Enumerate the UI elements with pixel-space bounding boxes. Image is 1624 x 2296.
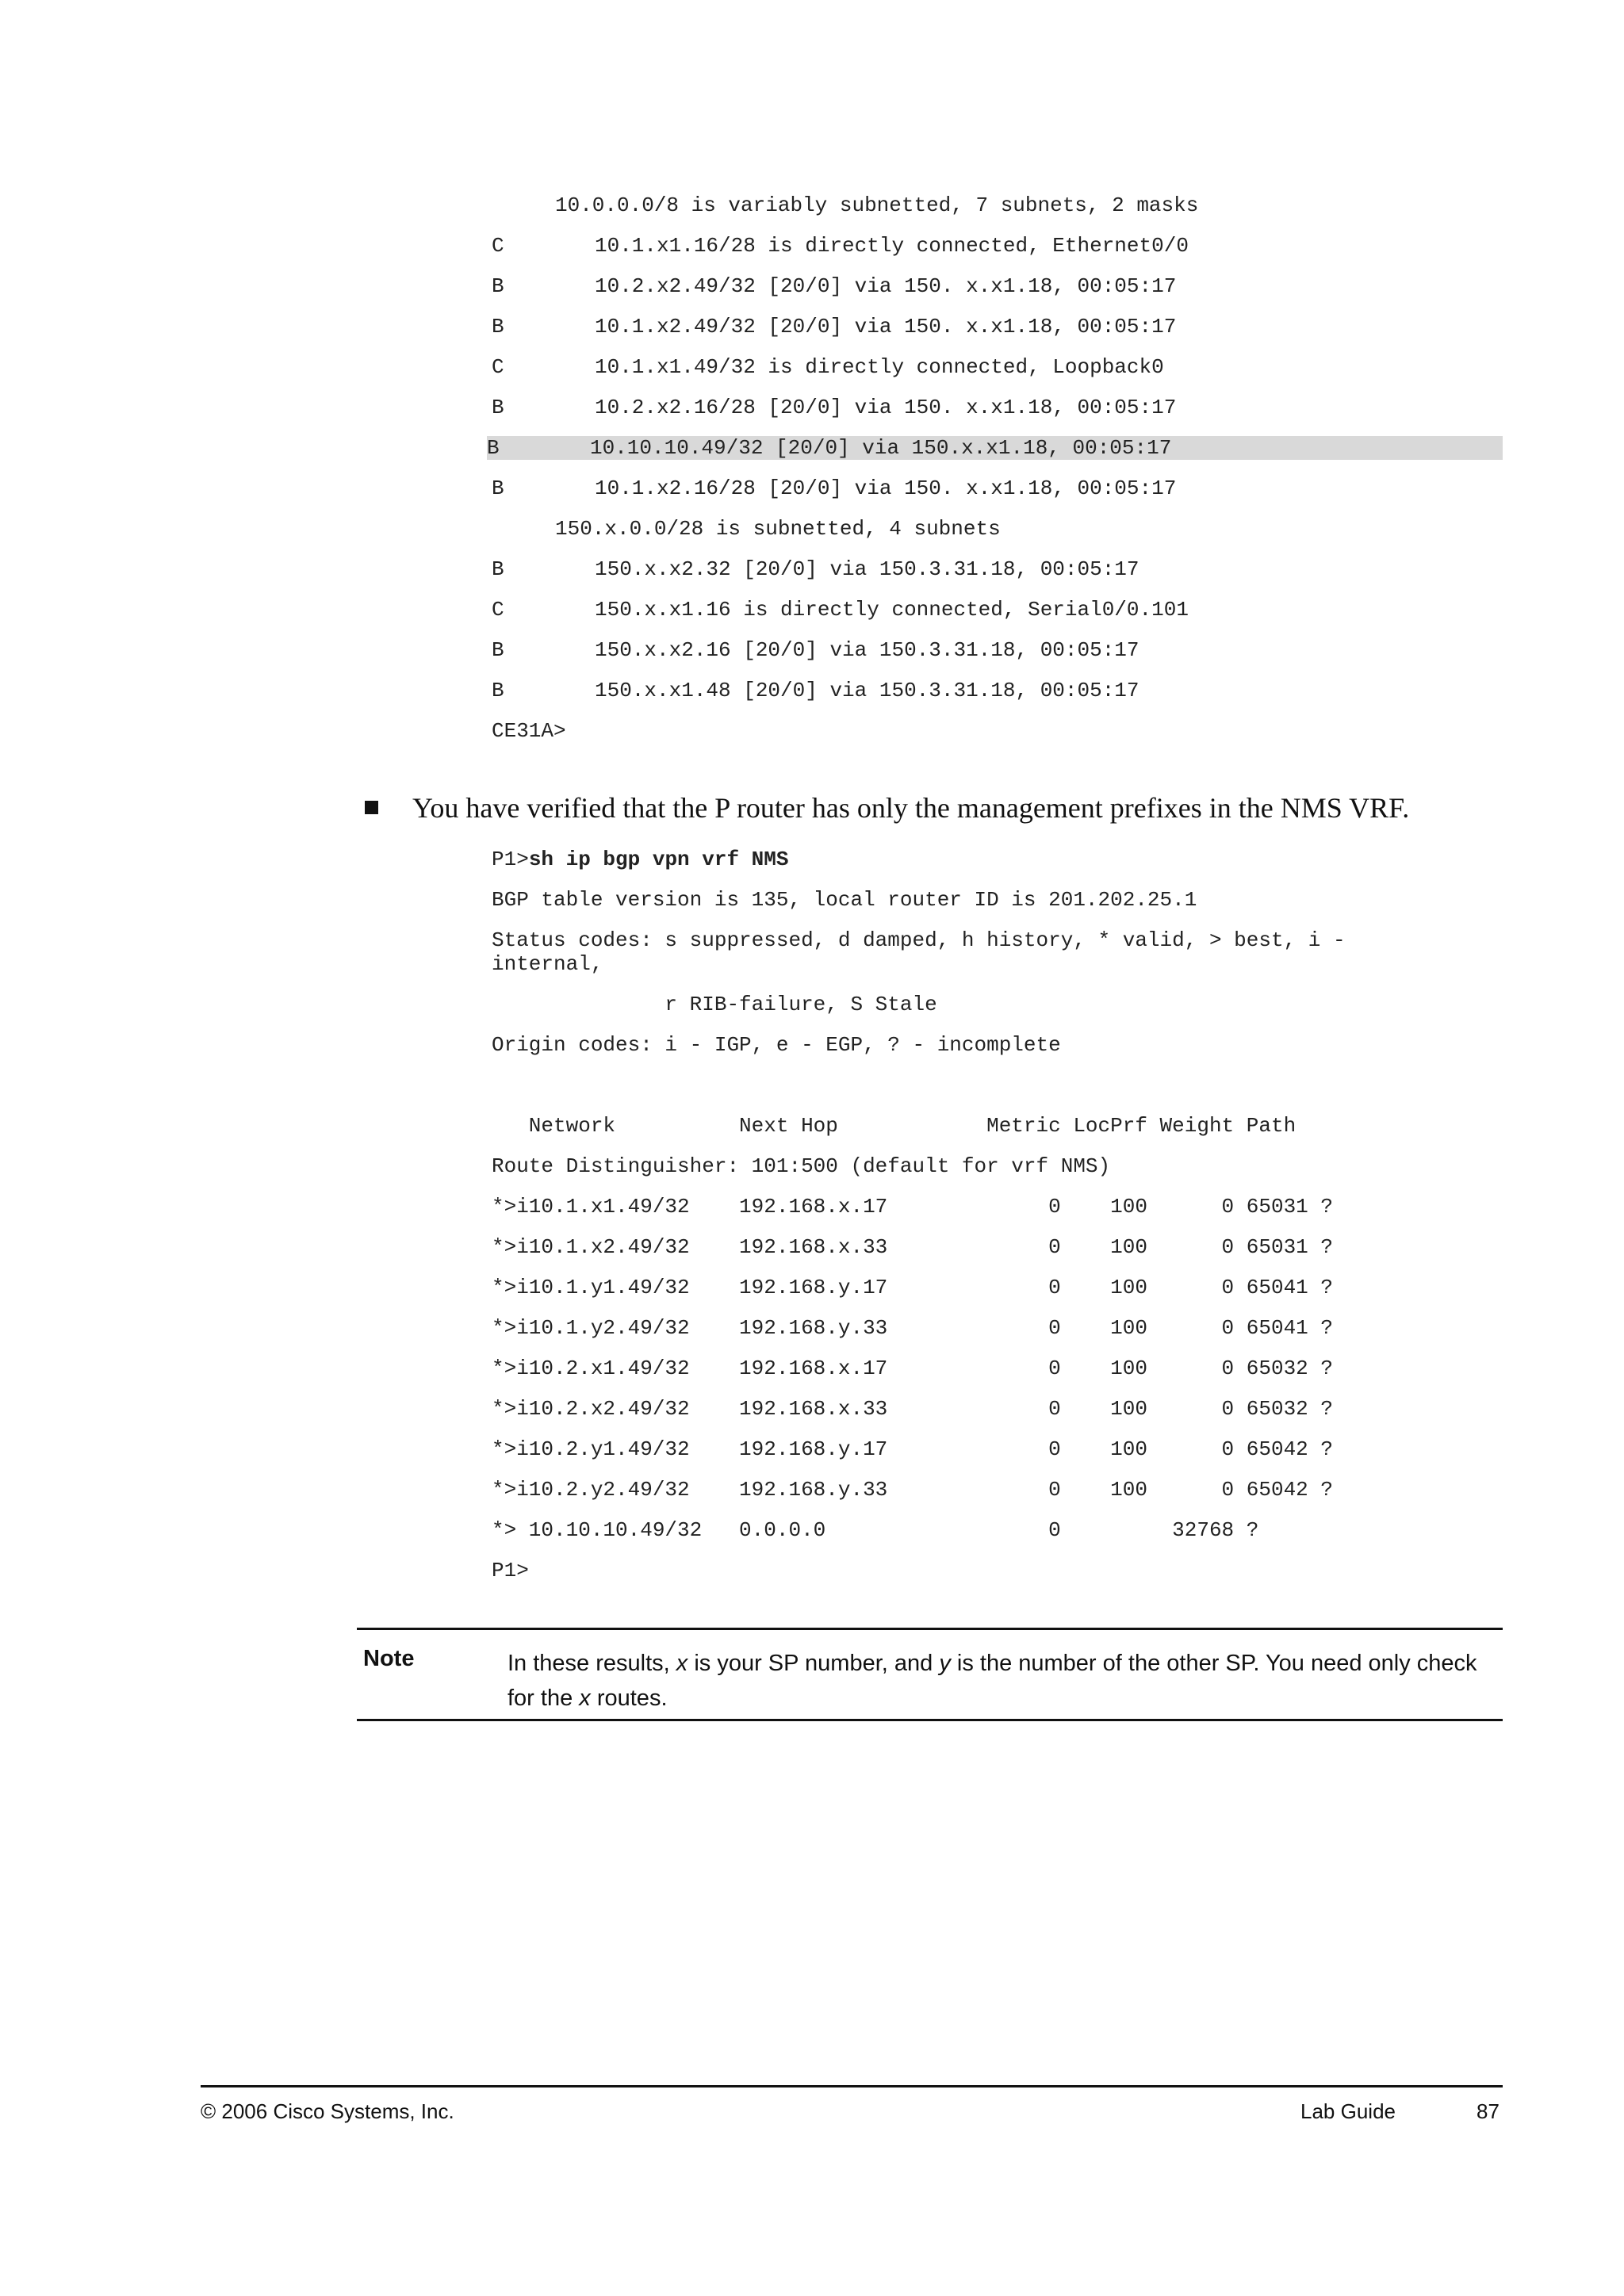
route-line — [492, 476, 1503, 517]
route-text: 10.0.0.0/8 is variably subnetted, 7 subnets, 2 masks — [555, 193, 1199, 217]
route-code: CE31A> — [492, 719, 566, 743]
bgp-command-line — [492, 848, 1503, 888]
route-code: B — [492, 274, 504, 298]
note-text-part: In these results, — [508, 1651, 676, 1676]
route-line — [492, 638, 1503, 679]
route-text: 10.1.x2.49/32 [20/0] via 150. x.x1.18, 00:05:17 — [595, 315, 1177, 339]
route-line — [492, 679, 1503, 719]
route-code: B — [487, 436, 500, 460]
bgp-status-codes: Status codes: s suppressed, d damped, h history, * valid, > best, i - internal, — [492, 928, 1346, 976]
route-line — [492, 274, 1503, 315]
route-line — [492, 557, 1503, 598]
route-line — [492, 355, 1503, 396]
route-code: B — [492, 476, 504, 500]
route-line — [492, 598, 1503, 638]
footer-guide-label: Lab Guide — [1300, 2099, 1396, 2123]
note-var-x: x — [579, 1686, 591, 1711]
bgp-end-prompt: P1> — [492, 1559, 529, 1582]
bgp-row: *>i10.2.x1.49/32 192.168.x.17 0 100 0 65032 ? — [492, 1357, 1333, 1380]
routing-table-output — [487, 193, 1503, 760]
bgp-row: *>i10.1.x2.49/32 192.168.x.33 0 100 0 65031 ? — [492, 1235, 1333, 1259]
route-line — [492, 234, 1503, 274]
bgp-origin-codes: Origin codes: i - IGP, e - EGP, ? - incomplete — [492, 1033, 1061, 1057]
bgp-row: *> 10.10.10.49/32 0.0.0.0 0 32768 ? — [492, 1518, 1259, 1542]
footer-copyright: © 2006 Cisco Systems, Inc. — [201, 2099, 454, 2123]
route-line — [492, 315, 1503, 355]
route-code: B — [492, 396, 504, 419]
bgp-table-version: BGP table version is 135, local router ID is 201.202.25.1 — [492, 888, 1197, 912]
route-code: C — [492, 234, 504, 258]
note-text — [508, 1646, 1483, 1716]
bgp-route-distinguisher: Route Distinguisher: 101:500 (default for vrf NMS) — [492, 1154, 1111, 1178]
bgp-row: *>i10.1.y2.49/32 192.168.y.33 0 100 0 65041 ? — [492, 1316, 1333, 1340]
route-line — [492, 719, 1503, 760]
route-code: C — [492, 355, 504, 379]
route-text: 10.2.x2.49/32 [20/0] via 150. x.x1.18, 00:05:17 — [595, 274, 1177, 298]
note-text-part: is the number of the other SP. You need only check for the — [508, 1651, 1477, 1711]
route-text: 10.1.x1.16/28 is directly connected, Ethernet0/0 — [595, 234, 1189, 258]
note-text-part: is your SP number, and — [688, 1651, 940, 1676]
route-code: C — [492, 598, 504, 622]
bgp-row: *>i10.1.x1.49/32 192.168.x.17 0 100 0 65031 ? — [492, 1195, 1333, 1219]
route-text: 10.1.x2.16/28 [20/0] via 150. x.x1.18, 00:05:17 — [595, 476, 1177, 500]
route-line — [492, 396, 1503, 436]
note-box — [357, 1628, 1503, 1721]
cli-command: sh ip bgp vpn vrf NMS — [528, 848, 789, 871]
footer-rule — [201, 2085, 1503, 2087]
note-text-part: routes. — [590, 1686, 668, 1711]
route-text: 150.x.x1.16 is directly connected, Serial0/0.101 — [595, 598, 1189, 622]
route-code: B — [492, 315, 504, 339]
note-var-x: x — [676, 1651, 688, 1676]
route-text: 150.x.x2.32 [20/0] via 150.3.31.18, 00:05:17 — [595, 557, 1139, 581]
route-text: 10.10.10.49/32 [20/0] via 150.x.x1.18, 00:05:17 — [590, 436, 1172, 460]
bgp-row: *>i10.2.y1.49/32 192.168.y.17 0 100 0 65042 ? — [492, 1437, 1333, 1461]
route-line — [492, 193, 1503, 234]
route-line-highlighted — [487, 436, 1503, 460]
note-var-y: y — [939, 1651, 951, 1676]
route-code: B — [492, 679, 504, 702]
route-text: 10.2.x2.16/28 [20/0] via 150. x.x1.18, 00:05:17 — [595, 396, 1177, 419]
route-text: 150.x.0.0/28 is subnetted, 4 subnets — [555, 517, 1001, 541]
bullet-square-icon — [365, 801, 378, 814]
route-code: B — [492, 638, 504, 662]
route-line — [492, 517, 1503, 557]
bgp-row: *>i10.2.x2.49/32 192.168.x.33 0 100 0 65032 ? — [492, 1397, 1333, 1421]
route-text: 150.x.x2.16 [20/0] via 150.3.31.18, 00:05:17 — [595, 638, 1139, 662]
bgp-table-header: Network Next Hop Metric LocPrf Weight Path — [492, 1114, 1297, 1138]
route-code: B — [492, 557, 504, 581]
route-text: 150.x.x1.48 [20/0] via 150.3.31.18, 00:05:17 — [595, 679, 1139, 702]
cli-prompt: P1> — [492, 848, 529, 871]
bgp-output — [492, 848, 1503, 1599]
note-label: Note — [363, 1646, 415, 1671]
footer-page-number: 87 — [1477, 2099, 1500, 2123]
bgp-status-codes-2: r RIB-failure, S Stale — [492, 993, 937, 1016]
blank-line — [492, 1073, 1503, 1114]
bullet-text: You have verified that the P router has only the management prefixes in the NMS VRF. — [412, 792, 1410, 824]
bgp-row: *>i10.1.y1.49/32 192.168.y.17 0 100 0 65041 ? — [492, 1276, 1333, 1299]
route-text: 10.1.x1.49/32 is directly connected, Loopback0 — [595, 355, 1164, 379]
bgp-row: *>i10.2.y2.49/32 192.168.y.33 0 100 0 65042 ? — [492, 1478, 1333, 1502]
